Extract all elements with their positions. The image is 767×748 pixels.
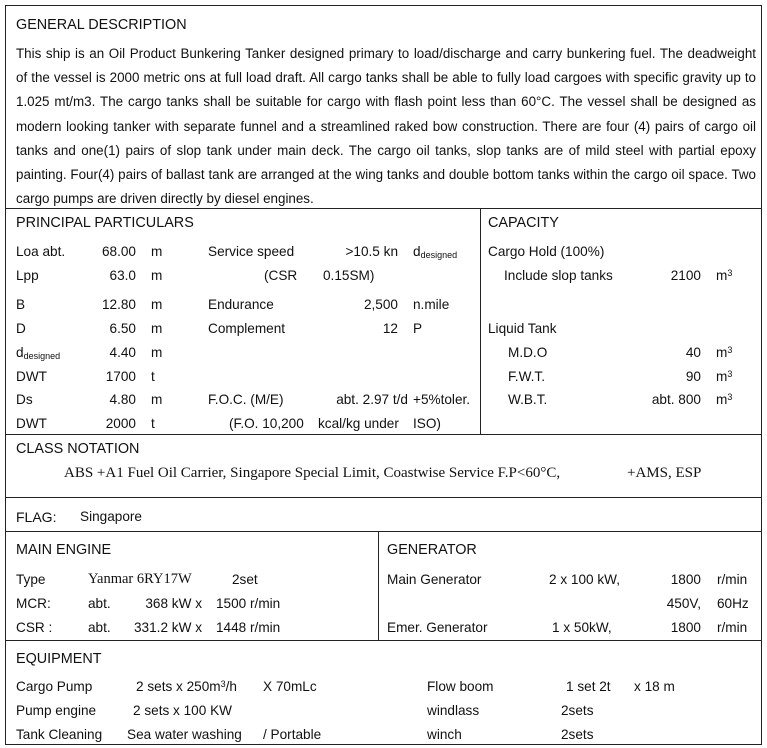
fo-close: ISO) — [413, 416, 441, 431]
generator-frequency: 60Hz — [717, 596, 749, 611]
fwt-value: 90 — [685, 369, 701, 384]
divider — [378, 531, 379, 640]
flag-value: Singapore — [80, 509, 142, 524]
slop-unit — [716, 268, 732, 284]
d-designed-value: 4.40 — [109, 345, 136, 360]
divider — [6, 640, 761, 641]
generator-voltage: 450V, — [666, 596, 701, 611]
emer-generator-value: 1 x 50kW, — [552, 620, 612, 635]
csr-power: 331.2 kW x — [134, 620, 202, 635]
wbt-unit-sup: 3 — [727, 392, 733, 402]
ds-value: 4.80 — [109, 392, 136, 407]
slop-unit-base: m — [716, 268, 728, 283]
class-notation-text-extra: +AMS, ESP — [627, 465, 702, 481]
generator-heading: GENERATOR — [387, 542, 477, 558]
b-value: 12.80 — [101, 297, 136, 312]
slop-label: Include slop tanks — [504, 268, 613, 283]
loa-label: Loa abt. — [16, 244, 66, 259]
loa-value: 68.00 — [101, 244, 136, 259]
fwt-unit — [716, 369, 732, 385]
general-description-text: This ship is an Oil Product Bunkering Tanker designed primary to load/discharge and carry bunkering fuel. The deadweight of the vessel is 2000 metric ons at full load draft. All cargo tanks shall be able to fully load cargoes with specific gravity up to 1.025 mt/m3. The cargo tanks shall be suitable for cargo with flash point less than 60°C. The vessel shall be designed as modern looking tanker with separate funnel and a streamlined raked bow construction. There are four (4) pairs of cargo oil tanks and one(1) pairs of slop tank under main deck. The cargo oil tanks, slop tanks are of mild steel with partial epoxy painting. Four(4) pairs of ballast tank are arranged at the wing tanks and double bottom tanks within the cargo oil space. Two cargo pumps are driven directly by diesel engines. — [16, 46, 756, 207]
mdo-label: M.D.O — [508, 345, 548, 360]
service-speed-condition — [413, 244, 457, 260]
divider — [6, 434, 761, 435]
fwt-unit-sup: 3 — [727, 369, 733, 379]
flag-label: FLAG: — [16, 509, 57, 525]
complement-unit: P — [413, 321, 423, 336]
endurance-value: 2,500 — [363, 297, 398, 312]
mdo-unit-base: m — [716, 345, 728, 360]
d-unit: m — [151, 321, 163, 336]
wbt-value: abt. 800 — [651, 392, 701, 407]
tank-cleaning-label: Tank Cleaning — [16, 727, 103, 742]
foc-value: abt. 2.97 t/d — [336, 392, 408, 407]
windlass-label: windlass — [427, 703, 480, 718]
emer-generator-rpm-unit: r/min — [717, 620, 748, 635]
csr-value: 0.15SM) — [323, 268, 375, 283]
mcr-label: MCR: — [16, 596, 51, 611]
fo-open: (F.O. 10,200 — [229, 416, 304, 431]
winch-value: 2sets — [561, 727, 594, 742]
csr-abt: abt. — [88, 620, 111, 635]
capacity-heading: CAPACITY — [488, 215, 559, 231]
d-designed-label-sub: designed — [23, 351, 61, 361]
liquid-tank-label: Liquid Tank — [488, 321, 557, 336]
cargo-pump-head: X 70mLc — [263, 679, 317, 694]
engine-quantity: 2set — [232, 572, 258, 587]
loa-unit: m — [151, 244, 163, 259]
mdo-unit-sup: 3 — [727, 345, 733, 355]
d-designed-unit: m — [151, 345, 163, 360]
mcr-power: 368 kW x — [145, 596, 202, 611]
foc-tolerance: +5%toler. — [413, 392, 471, 407]
cargo-hold-label: Cargo Hold (100%) — [488, 244, 605, 259]
b-unit: m — [151, 297, 163, 312]
flow-boom-length: x 18 m — [634, 679, 675, 694]
service-speed-label: Service speed — [208, 244, 295, 259]
class-notation-heading: CLASS NOTATION — [16, 441, 140, 457]
divider — [6, 531, 761, 532]
endurance-unit: n.mile — [413, 297, 450, 312]
main-engine-heading: MAIN ENGINE — [16, 542, 112, 558]
csr-open: (CSR — [264, 268, 298, 283]
slop-unit-sup: 3 — [727, 268, 733, 278]
cargo-pump-value-end: /h — [225, 679, 237, 694]
main-generator-rpm: 1800 — [670, 572, 701, 587]
main-generator-rpm-unit: r/min — [717, 572, 748, 587]
divider — [6, 497, 761, 498]
cargo-pump-label: Cargo Pump — [16, 679, 93, 694]
service-speed-condition-main: d — [413, 244, 421, 259]
service-speed-value: >10.5 kn — [345, 244, 398, 259]
engine-type-value: Yanmar 6RY17W — [88, 571, 192, 587]
winch-label: winch — [427, 727, 462, 742]
wbt-label: W.B.T. — [508, 392, 548, 407]
divider — [480, 208, 481, 434]
csr-rpm: 1448 r/min — [216, 620, 281, 635]
foc-label: F.O.C. (M/E) — [208, 392, 284, 407]
lpp-value: 63.0 — [109, 268, 136, 283]
csr-label: CSR : — [16, 620, 53, 635]
fo-mid: kcal/kg under — [318, 416, 399, 431]
windlass-value: 2sets — [561, 703, 594, 718]
b-label: B — [16, 297, 26, 312]
equipment-heading: EQUIPMENT — [16, 651, 102, 667]
dwt-label: DWT — [16, 416, 47, 431]
cargo-pump-value — [136, 679, 237, 695]
lpp-unit: m — [151, 268, 163, 283]
slop-value: 2100 — [670, 268, 701, 283]
dwt-unit: t — [151, 416, 155, 431]
complement-label: Complement — [208, 321, 286, 336]
emer-generator-rpm: 1800 — [670, 620, 701, 635]
tank-cleaning-portable: / Portable — [263, 727, 322, 742]
emer-generator-label: Emer. Generator — [387, 620, 488, 635]
ds-unit: m — [151, 392, 163, 407]
d-designed-label — [16, 345, 60, 361]
mcr-rpm: 1500 r/min — [216, 596, 281, 611]
fwt-label: F.W.T. — [508, 369, 546, 384]
pump-engine-label: Pump engine — [16, 703, 97, 718]
engine-type-label: Type — [16, 572, 46, 587]
endurance-label: Endurance — [208, 297, 274, 312]
ds-label: Ds — [16, 392, 33, 407]
dwt-unit: t — [151, 369, 155, 384]
service-speed-condition-sub: designed — [420, 250, 458, 260]
complement-value: 12 — [382, 321, 398, 336]
class-notation-text: ABS +A1 Fuel Oil Carrier, Singapore Special Limit, Coastwise Service F.P<60°C, — [64, 465, 561, 481]
dwt-value: 2000 — [105, 416, 136, 431]
mdo-unit — [716, 345, 732, 361]
spec-sheet — [5, 5, 762, 745]
dwt-label: DWT — [16, 369, 47, 384]
cargo-pump-value-base: 2 sets x 250m — [136, 679, 221, 694]
d-label: D — [16, 321, 26, 336]
principal-particulars-heading: PRINCIPAL PARTICULARS — [16, 215, 194, 231]
main-generator-value: 2 x 100 kW, — [549, 572, 621, 587]
general-description-heading: GENERAL DESCRIPTION — [16, 17, 187, 33]
flow-boom-label: Flow boom — [427, 679, 494, 694]
d-designed-label-main: d — [16, 345, 24, 360]
d-value: 6.50 — [109, 321, 136, 336]
dwt-value: 1700 — [105, 369, 136, 384]
wbt-unit — [716, 392, 732, 408]
tank-cleaning-value: Sea water washing — [127, 727, 242, 742]
wbt-unit-base: m — [716, 392, 728, 407]
main-generator-label: Main Generator — [387, 572, 482, 587]
flow-boom-value: 1 set 2t — [566, 679, 611, 694]
lpp-label: Lpp — [16, 268, 39, 283]
mdo-value: 40 — [685, 345, 701, 360]
mcr-abt: abt. — [88, 596, 111, 611]
cargo-pump-value-sup: 3 — [220, 679, 226, 689]
pump-engine-value: 2 sets x 100 KW — [133, 703, 232, 718]
fwt-unit-base: m — [716, 369, 728, 384]
